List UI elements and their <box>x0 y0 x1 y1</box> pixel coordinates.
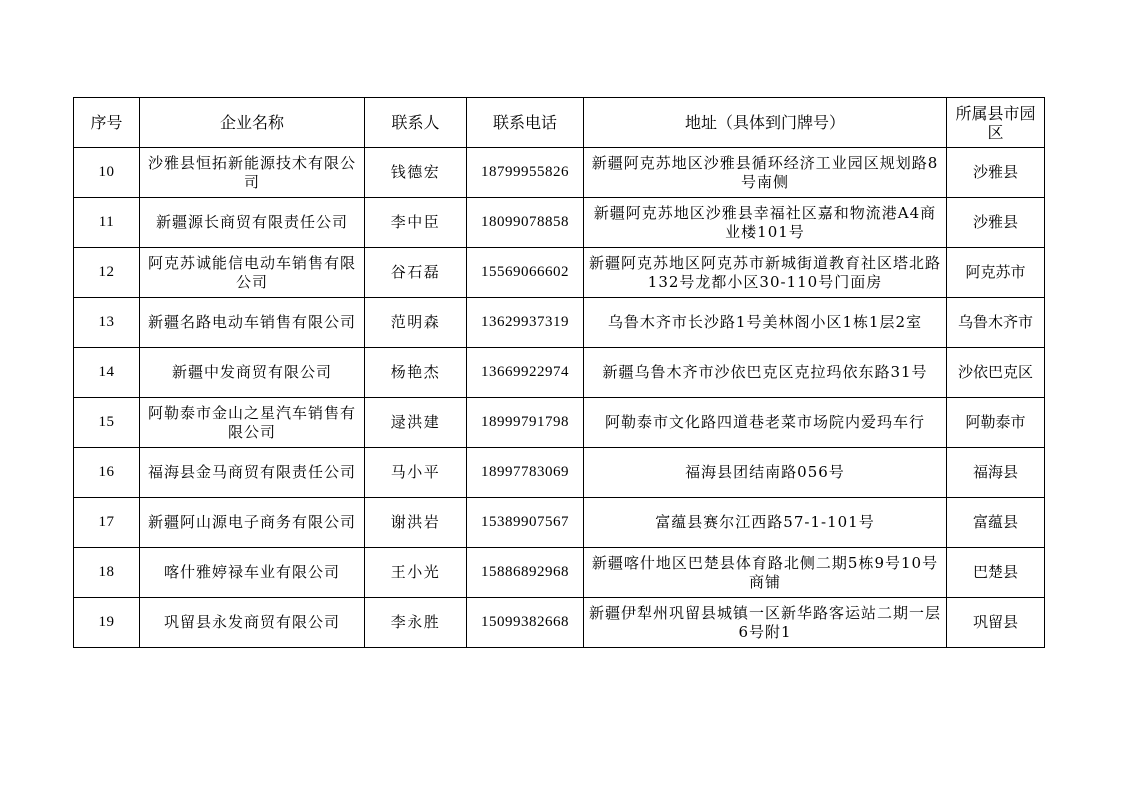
cell-address: 富蕴县赛尔江西路57-1-101号 <box>584 498 947 548</box>
cell-company: 巩留县永发商贸有限公司 <box>140 598 365 648</box>
cell-county: 沙雅县 <box>947 148 1045 198</box>
header-phone: 联系电话 <box>467 98 584 148</box>
cell-address: 新疆阿克苏地区沙雅县循环经济工业园区规划路8号南侧 <box>584 148 947 198</box>
table-row <box>74 548 1045 598</box>
cell-seq: 11 <box>74 198 140 248</box>
cell-company: 福海县金马商贸有限责任公司 <box>140 448 365 498</box>
cell-contact: 逯洪建 <box>365 398 467 448</box>
cell-phone: 18997783069 <box>467 448 584 498</box>
cell-contact: 李永胜 <box>365 598 467 648</box>
cell-phone: 18799955826 <box>467 148 584 198</box>
cell-contact: 杨艳杰 <box>365 348 467 398</box>
cell-phone: 15099382668 <box>467 598 584 648</box>
header-address: 地址（具体到门牌号） <box>584 98 947 148</box>
cell-contact: 谢洪岩 <box>365 498 467 548</box>
cell-seq: 14 <box>74 348 140 398</box>
cell-county: 乌鲁木齐市 <box>947 298 1045 348</box>
cell-company: 新疆中发商贸有限公司 <box>140 348 365 398</box>
cell-county: 富蕴县 <box>947 498 1045 548</box>
cell-phone: 15389907567 <box>467 498 584 548</box>
cell-company: 新疆阿山源电子商务有限公司 <box>140 498 365 548</box>
cell-contact: 钱德宏 <box>365 148 467 198</box>
cell-seq: 13 <box>74 298 140 348</box>
cell-seq: 19 <box>74 598 140 648</box>
cell-phone: 13629937319 <box>467 298 584 348</box>
header-seq: 序号 <box>74 98 140 148</box>
cell-address: 福海县团结南路056号 <box>584 448 947 498</box>
table-row <box>74 298 1045 348</box>
cell-phone: 13669922974 <box>467 348 584 398</box>
cell-phone: 15886892968 <box>467 548 584 598</box>
cell-phone: 18099078858 <box>467 198 584 248</box>
cell-phone: 15569066602 <box>467 248 584 298</box>
cell-contact: 范明森 <box>365 298 467 348</box>
cell-county: 巩留县 <box>947 598 1045 648</box>
header-county: 所属县市园区 <box>947 98 1045 148</box>
table-row <box>74 448 1045 498</box>
cell-seq: 10 <box>74 148 140 198</box>
cell-seq: 18 <box>74 548 140 598</box>
cell-seq: 17 <box>74 498 140 548</box>
cell-address: 阿勒泰市文化路四道巷老菜市场院内爱玛车行 <box>584 398 947 448</box>
header-row <box>74 98 1045 148</box>
header-company: 企业名称 <box>140 98 365 148</box>
table-row <box>74 348 1045 398</box>
cell-phone: 18999791798 <box>467 398 584 448</box>
cell-address: 新疆伊犁州巩留县城镇一区新华路客运站二期一层6号附1 <box>584 598 947 648</box>
cell-company: 新疆源长商贸有限责任公司 <box>140 198 365 248</box>
cell-address: 新疆喀什地区巴楚县体育路北侧二期5栋9号10号商铺 <box>584 548 947 598</box>
cell-county: 阿克苏市 <box>947 248 1045 298</box>
table-row <box>74 498 1045 548</box>
table-body <box>74 148 1045 648</box>
cell-address: 新疆阿克苏地区沙雅县幸福社区嘉和物流港A4商业楼101号 <box>584 198 947 248</box>
cell-company: 新疆名路电动车销售有限公司 <box>140 298 365 348</box>
cell-company: 阿勒泰市金山之星汽车销售有限公司 <box>140 398 365 448</box>
table-row <box>74 398 1045 448</box>
cell-contact: 王小光 <box>365 548 467 598</box>
table-row <box>74 198 1045 248</box>
cell-seq: 12 <box>74 248 140 298</box>
cell-contact: 谷石磊 <box>365 248 467 298</box>
cell-address: 新疆乌鲁木齐市沙依巴克区克拉玛依东路31号 <box>584 348 947 398</box>
cell-company: 沙雅县恒拓新能源技术有限公司 <box>140 148 365 198</box>
cell-company: 阿克苏诚能信电动车销售有限公司 <box>140 248 365 298</box>
cell-county: 沙雅县 <box>947 198 1045 248</box>
enterprise-table <box>73 97 1045 648</box>
cell-contact: 马小平 <box>365 448 467 498</box>
table-header <box>74 98 1045 148</box>
header-contact: 联系人 <box>365 98 467 148</box>
cell-county: 沙依巴克区 <box>947 348 1045 398</box>
cell-contact: 李中臣 <box>365 198 467 248</box>
cell-county: 福海县 <box>947 448 1045 498</box>
cell-seq: 16 <box>74 448 140 498</box>
cell-county: 巴楚县 <box>947 548 1045 598</box>
cell-address: 乌鲁木齐市长沙路1号美林阁小区1栋1层2室 <box>584 298 947 348</box>
table-row <box>74 598 1045 648</box>
table-row <box>74 248 1045 298</box>
cell-company: 喀什雅婷禄车业有限公司 <box>140 548 365 598</box>
cell-seq: 15 <box>74 398 140 448</box>
cell-county: 阿勒泰市 <box>947 398 1045 448</box>
table-row <box>74 148 1045 198</box>
cell-address: 新疆阿克苏地区阿克苏市新城街道教育社区塔北路132号龙都小区30-110号门面房 <box>584 248 947 298</box>
